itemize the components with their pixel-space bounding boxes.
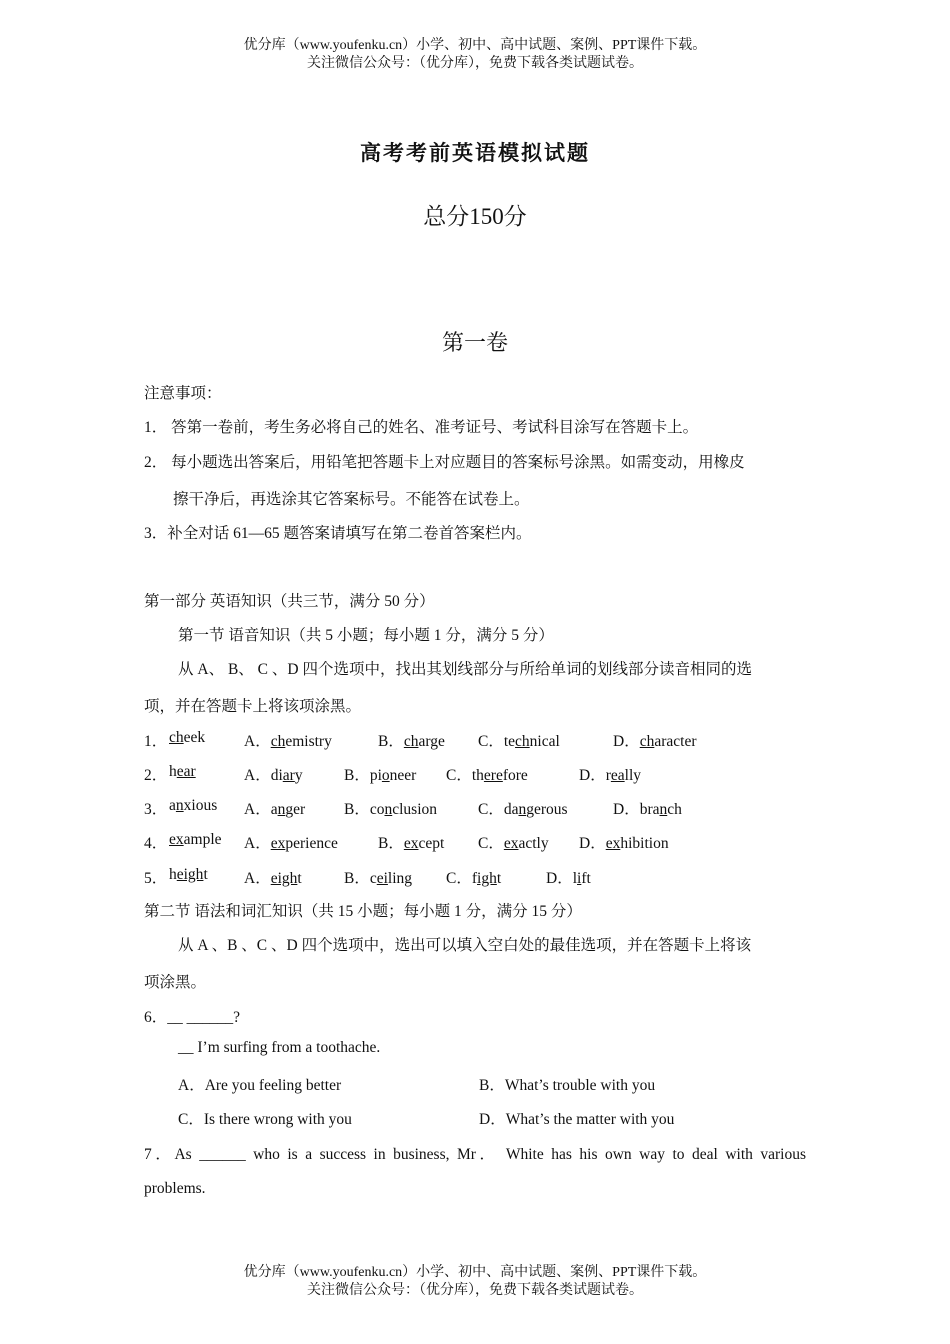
q7-stem-cont: problems. xyxy=(144,1180,206,1197)
phonetic-option-b: B．conclusion xyxy=(344,801,438,818)
phonetic-option-c: C．dangerous xyxy=(478,801,568,818)
phonetic-stem-word: anxious xyxy=(169,797,218,814)
exam-title: 高考考前英语模拟试题 xyxy=(360,141,590,165)
phonetic-option-c: C．fight xyxy=(446,870,502,887)
notice-item-2: 2． 每小题选出答案后，用铅笔把答题卡上对应题目的答案标号涂黑。如需变动，用橡皮 xyxy=(144,454,745,471)
phonetic-option-c: C．therefore xyxy=(446,767,528,784)
q6-response: __ I’m surfing from a toothache. xyxy=(178,1039,381,1056)
q6-stem: 6．__ ______? xyxy=(144,1009,241,1026)
notice-item-1: 1． 答第一卷前，考生务必将自己的姓名、准考证号、考试科目涂写在答题卡上。 xyxy=(144,419,699,436)
phonetic-option-d: D．branch xyxy=(613,801,682,818)
total-score: 总分150分 xyxy=(423,204,527,229)
section1-instruction: 从 A、 B、 C 、D 四个选项中，找出其划线部分与所给单词的划线部分读音相同的选 xyxy=(178,661,752,678)
section1-instruction-cont: 项，并在答题卡上将该项涂黑。 xyxy=(144,698,362,715)
part1-heading: 第一部分 英语知识（共三节，满分 50 分） xyxy=(144,593,435,610)
notice-heading: 注意事项： xyxy=(144,385,222,402)
phonetic-option-b: B．except xyxy=(378,835,445,852)
section2-instruction: 从 A 、B 、C 、D 四个选项中，选出可以填入空白处的最佳选项，并在答题卡上将该 xyxy=(178,937,752,954)
phonetic-option-a: A．chemistry xyxy=(244,733,332,750)
notice-item-3: 3．补全对话 61—65 题答案请填写在第二卷首答案栏内。 xyxy=(144,525,532,542)
phonetic-option-b: B．pioneer xyxy=(344,767,417,784)
volume-heading: 第一卷 xyxy=(441,330,508,355)
phonetic-option-d: D．really xyxy=(579,767,642,784)
q7-stem: 7．As ______ who is a success in business, Mr． White has his own way to deal with various xyxy=(144,1146,806,1163)
page-header-line2: 关注微信公众号：（优分库），免费下载各类试题试卷。 xyxy=(307,56,643,71)
phonetic-option-a: A．eight xyxy=(244,870,302,887)
phonetic-option-d: D．exhibition xyxy=(579,835,669,852)
notice-item-2-cont: 擦干净后，再选涂其它答案标号。不能答在试卷上。 xyxy=(173,491,530,508)
phonetic-option-d: D．lift xyxy=(546,870,591,887)
section1-heading: 第一节 语音知识（共 5 小题；每小题 1 分，满分 5 分） xyxy=(178,627,554,644)
phonetic-option-a: A．anger xyxy=(244,801,306,818)
phonetic-option-c: C．technical xyxy=(478,733,560,750)
q6-option-b: B．What’s trouble with you xyxy=(479,1077,656,1094)
section2-heading: 第二节 语法和词汇知识（共 15 小题；每小题 1 分，满分 15 分） xyxy=(144,903,582,920)
phonetic-option-b: B．charge xyxy=(378,733,445,750)
page-footer-line1: 优分库（www.youfenku.cn）小学、初中、高中试题、案例、PPT课件下载。 xyxy=(243,1265,707,1280)
section2-instruction-cont: 项涂黑。 xyxy=(144,974,207,991)
phonetic-option-d: D．character xyxy=(613,733,697,750)
phonetic-option-a: A．experience xyxy=(244,835,338,852)
phonetic-option-c: C．exactly xyxy=(478,835,549,852)
phonetic-stem-word: example xyxy=(169,831,222,848)
phonetic-number: 3． xyxy=(144,801,168,818)
phonetic-stem-word: hear xyxy=(169,763,196,780)
phonetic-number: 4． xyxy=(144,835,168,852)
phonetic-number: 1． xyxy=(144,733,168,750)
phonetic-option-b: B．ceiling xyxy=(344,870,413,887)
page-footer-line2: 关注微信公众号：（优分库），免费下载各类试题试卷。 xyxy=(307,1283,643,1298)
phonetic-number: 5． xyxy=(144,870,168,887)
q6-option-c: C．Is there wrong with you xyxy=(178,1111,352,1128)
q6-option-d: D．What’s the matter with you xyxy=(479,1111,675,1128)
q6-option-a: A．Are you feeling better xyxy=(178,1077,342,1094)
page-header-line1: 优分库（www.youfenku.cn）小学、初中、高中试题、案例、PPT课件下载。 xyxy=(243,38,707,53)
phonetic-stem-word: height xyxy=(169,866,208,883)
phonetic-number: 2． xyxy=(144,767,168,784)
phonetic-option-a: A．diary xyxy=(244,767,303,784)
phonetic-stem-word: cheek xyxy=(169,729,206,746)
